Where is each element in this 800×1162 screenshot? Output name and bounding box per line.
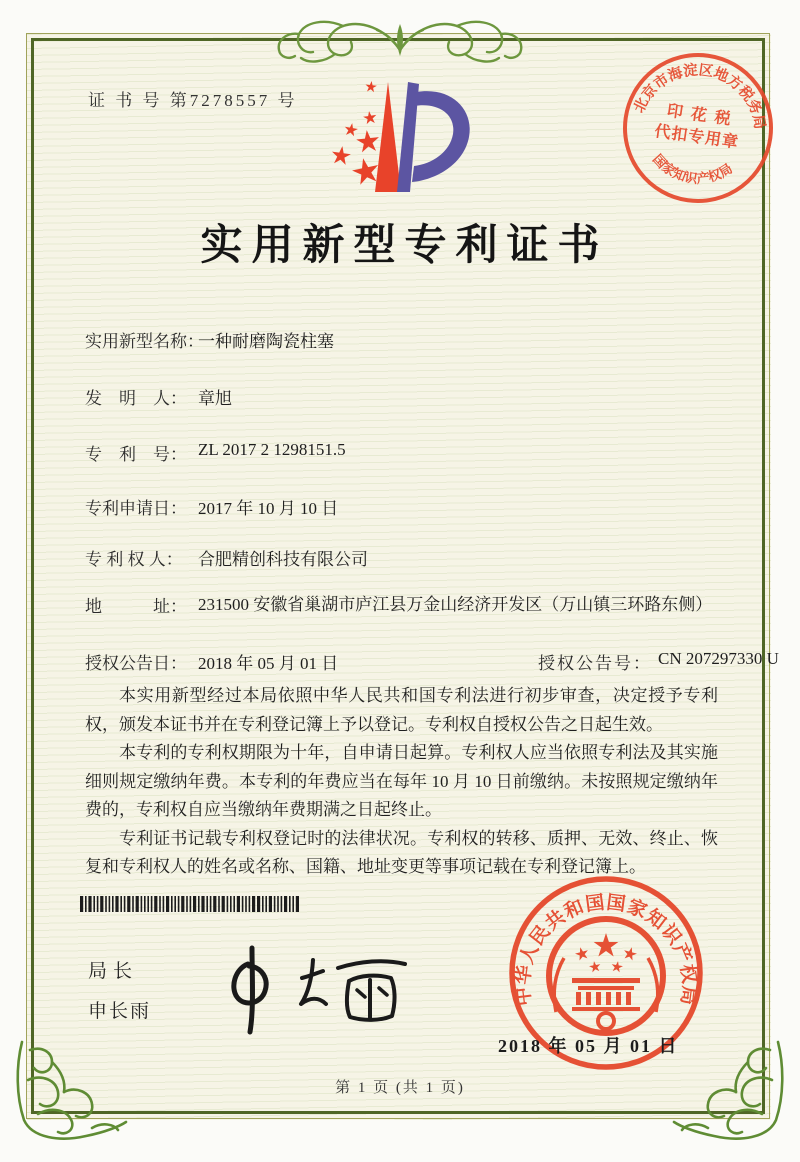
field-value: ZL 2017 2 1298151.5 <box>198 440 346 459</box>
field-label: 发 明 人： <box>85 389 187 408</box>
signer-title: 局长 <box>88 961 139 982</box>
field-row-address <box>85 592 720 618</box>
svg-text:国家知识产权局 <box>647 150 736 191</box>
certificate-title: 实用新型专利证书 <box>200 223 609 269</box>
field-value: 2018 年 05 月 01 日 <box>198 654 339 673</box>
field-row-patentee <box>85 545 368 570</box>
seal-arc-text: 中华人民共和国国家知识产权局 <box>512 892 700 1008</box>
tax-stamp-line2: 代扣专用章 <box>653 123 740 152</box>
field-row-name <box>85 327 334 352</box>
field-row-patent-number <box>85 440 346 465</box>
commissioner-signature <box>188 928 423 1040</box>
field-row-inventor <box>85 384 232 409</box>
field-label: 专利申请日： <box>85 499 187 518</box>
cnipa-logo-icon <box>328 70 478 208</box>
barcode <box>80 896 302 912</box>
grant-number-group <box>538 649 779 674</box>
field-value: 2017 年 10 月 10 日 <box>198 499 339 518</box>
signer-name: 申长雨 <box>88 1001 152 1022</box>
field-label: 专 利 号： <box>85 445 187 464</box>
field-label: 授权公告日： <box>85 654 187 673</box>
tax-stamp-line1: 印 花 税 <box>665 102 734 129</box>
field-value: CN 207297330 U <box>658 649 779 668</box>
legal-text-block <box>85 682 718 882</box>
tax-stamp-arc-bottom: 国家知识产权局 <box>649 151 735 187</box>
top-ornament-flourish <box>265 10 535 66</box>
page-number: 第 1 页 (共 1 页) <box>335 1080 465 1096</box>
field-value: 章旭 <box>198 389 232 408</box>
field-row-grant <box>85 649 779 674</box>
field-row-filing-date <box>85 494 338 519</box>
legal-paragraph-2: 本专利的专利权期限为十年，自申请日起算。专利权人应当依照专利法及其实施细则规定缴纳年费。本专利的年费应当在每年 10 月 10 日前缴纳。未按照规定缴纳年费的，专利权自应当缴纳年费期满之日起终止。 <box>85 743 718 819</box>
tax-stamp-seal <box>607 36 788 221</box>
certificate-number: 证 书 号 第7278557 号 <box>88 91 298 110</box>
field-label: 专 利 权 人： <box>85 550 183 569</box>
field-label: 地 址： <box>85 597 187 616</box>
field-value: 231500 安徽省巢湖市庐江县万金山经济开发区（万山镇三环路东侧） <box>198 595 713 614</box>
legal-paragraph-3: 专利证书记载专利权登记时的法律状况。专利权的转移、质押、无效、终止、恢复和专利权人的姓名或名称、国籍、地址变更等事项记载在专利登记簿上。 <box>85 828 718 876</box>
field-label: 授权公告号： <box>538 654 652 673</box>
field-value: 一种耐磨陶瓷柱塞 <box>198 332 334 351</box>
seal-date: 2018 年 05 月 01 日 <box>498 1036 679 1056</box>
field-label: 实用新型名称： <box>85 332 204 351</box>
legal-paragraph-1: 本实用新型经过本局依照中华人民共和国专利法进行初步审查，决定授予专利权，颁发本证书并在专利登记簿上予以登记。专利权自授权公告之日起生效。 <box>85 686 718 734</box>
tax-stamp-arc-top: 北京市海淀区地方税务局 <box>631 62 768 131</box>
field-value: 合肥精创科技有限公司 <box>198 550 368 569</box>
